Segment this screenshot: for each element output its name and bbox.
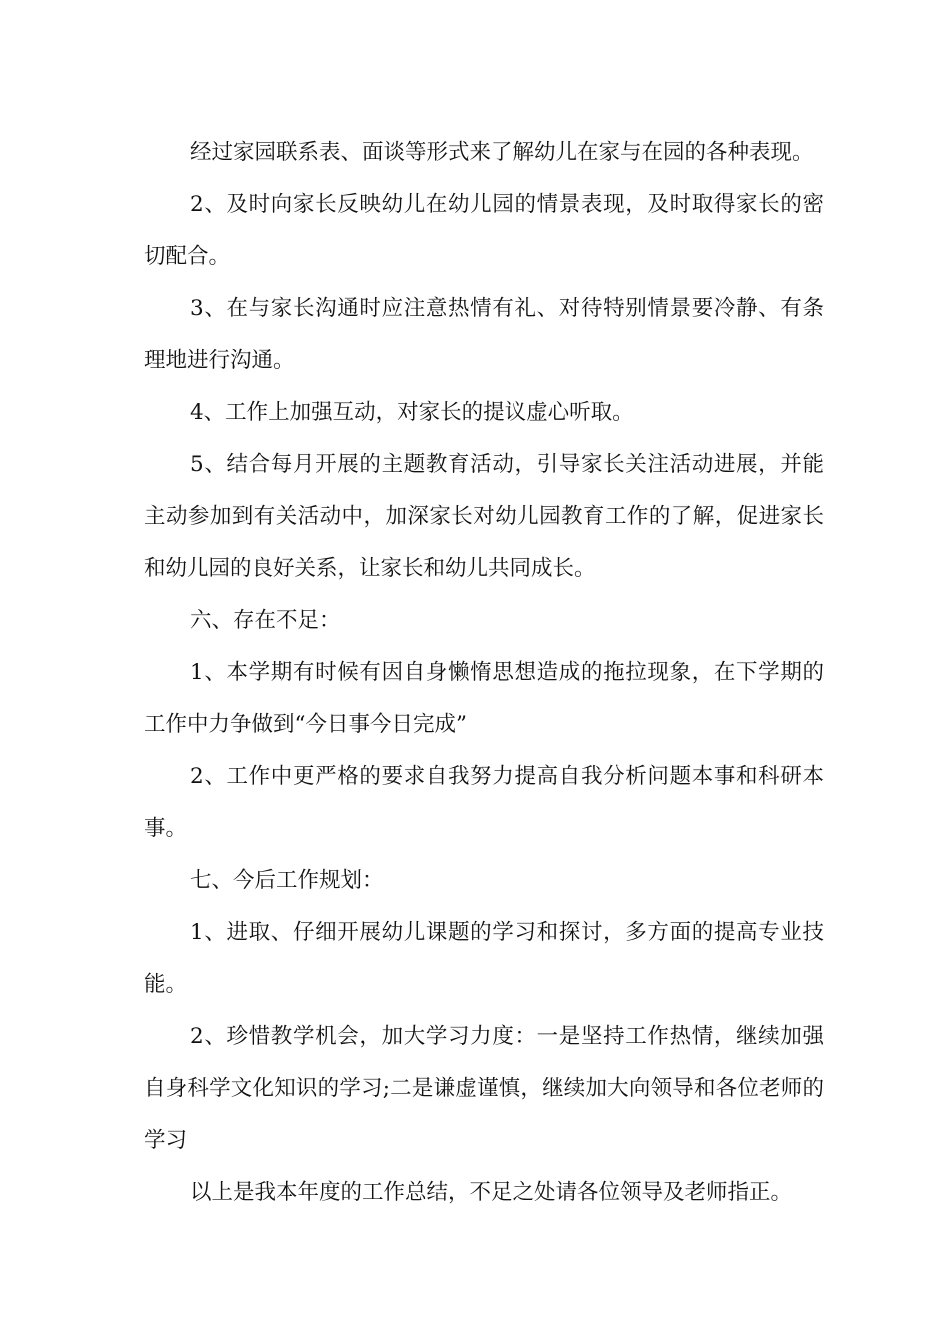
paragraph: 3、在与家长沟通时应注意热情有礼、对待特别情景要冷静、有条理地进行沟通。	[144, 296, 824, 373]
paragraph: 2、工作中更严格的要求自我努力提高自我分析问题本事和科研本事。	[144, 764, 824, 841]
closing-paragraph: 以上是我本年度的工作总结，不足之处请各位领导及老师指正。	[190, 1180, 793, 1205]
section-heading: 六、存在不足：	[190, 608, 341, 633]
paragraph: 经过家园联系表、面谈等形式来了解幼儿在家与在园的各种表现。	[190, 140, 814, 165]
section-heading: 七、今后工作规划：	[190, 868, 384, 893]
paragraph: 2、珍惜教学机会，加大学习力度：一是坚持工作热情，继续加强自身科学文化知识的学习;二是谦虚谨慎，继续加大向领导和各位老师的学习	[144, 1024, 824, 1153]
paragraph: 5、结合每月开展的主题教育活动，引导家长关注活动进展，并能主动参加到有关活动中，加深家长对幼儿园教育工作的了解，促进家长和幼儿园的良好关系，让家长和幼儿共同成长。	[144, 452, 824, 581]
document-body	[144, 127, 824, 1219]
paragraph: 1、进取、仔细开展幼儿课题的学习和探讨，多方面的提高专业技能。	[144, 920, 824, 997]
paragraph: 4、工作上加强互动，对家长的提议虚心听取。	[190, 400, 634, 425]
paragraph: 1、本学期有时候有因自身懒惰思想造成的拖拉现象，在下学期的工作中力争做到“今日事今日完成”	[144, 660, 824, 737]
paragraph: 2、及时向家长反映幼儿在幼儿园的情景表现，及时取得家长的密切配合。	[144, 192, 824, 269]
